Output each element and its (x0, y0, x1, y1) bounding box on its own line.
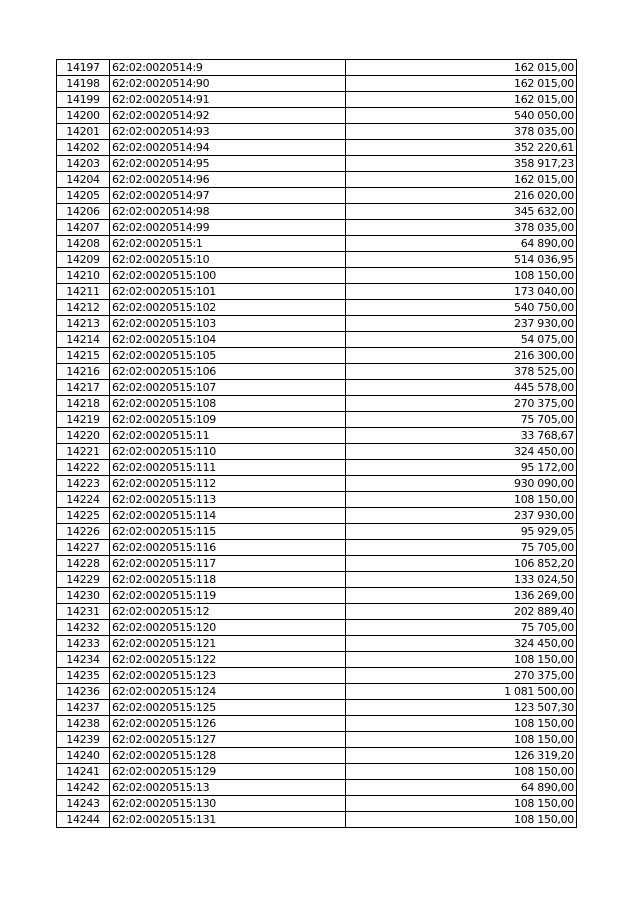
cadastral-number-cell: 62:02:0020515:125 (110, 700, 346, 716)
cadastral-value-cell: 95 172,00 (346, 460, 577, 476)
row-number-cell: 14201 (57, 124, 110, 140)
cadastral-number-cell: 62:02:0020515:102 (110, 300, 346, 316)
cadastral-number-cell: 62:02:0020514:9 (110, 60, 346, 76)
cadastral-value-cell: 108 150,00 (346, 492, 577, 508)
table-row (57, 460, 577, 476)
cadastral-value-cell: 108 150,00 (346, 732, 577, 748)
cadastral-value-cell: 324 450,00 (346, 636, 577, 652)
row-number-cell: 14244 (57, 812, 110, 828)
table-row (57, 588, 577, 604)
row-number-cell: 14235 (57, 668, 110, 684)
row-number-cell: 14236 (57, 684, 110, 700)
cadastral-value-cell: 75 705,00 (346, 540, 577, 556)
cadastral-number-cell: 62:02:0020515:1 (110, 236, 346, 252)
row-number-cell: 14210 (57, 268, 110, 284)
table-row (57, 108, 577, 124)
row-number-cell: 14215 (57, 348, 110, 364)
row-number-cell: 14204 (57, 172, 110, 188)
row-number-cell: 14227 (57, 540, 110, 556)
table-row (57, 556, 577, 572)
row-number-cell: 14225 (57, 508, 110, 524)
cadastral-number-cell: 62:02:0020514:92 (110, 108, 346, 124)
cadastral-value-cell: 75 705,00 (346, 620, 577, 636)
cadastral-number-cell: 62:02:0020514:93 (110, 124, 346, 140)
cadastral-number-cell: 62:02:0020515:120 (110, 620, 346, 636)
row-number-cell: 14222 (57, 460, 110, 476)
table-row (57, 476, 577, 492)
table-row (57, 236, 577, 252)
row-number-cell: 14223 (57, 476, 110, 492)
row-number-cell: 14218 (57, 396, 110, 412)
row-number-cell: 14238 (57, 716, 110, 732)
row-number-cell: 14206 (57, 204, 110, 220)
cadastral-number-cell: 62:02:0020514:94 (110, 140, 346, 156)
table-row (57, 540, 577, 556)
cadastral-number-cell: 62:02:0020515:100 (110, 268, 346, 284)
row-number-cell: 14230 (57, 588, 110, 604)
cadastral-number-cell: 62:02:0020515:101 (110, 284, 346, 300)
cadastral-number-cell: 62:02:0020515:117 (110, 556, 346, 572)
cadastral-number-cell: 62:02:0020515:106 (110, 364, 346, 380)
cadastral-value-cell: 95 929,05 (346, 524, 577, 540)
table-row (57, 76, 577, 92)
cadastral-value-cell: 162 015,00 (346, 172, 577, 188)
cadastral-number-cell: 62:02:0020514:91 (110, 92, 346, 108)
cadastral-value-cell: 270 375,00 (346, 396, 577, 412)
cadastral-value-cell: 123 507,30 (346, 700, 577, 716)
table-row (57, 748, 577, 764)
table-row (57, 396, 577, 412)
cadastral-number-cell: 62:02:0020515:103 (110, 316, 346, 332)
row-number-cell: 14216 (57, 364, 110, 380)
cadastral-value-cell: 54 075,00 (346, 332, 577, 348)
cadastral-value-cell: 378 035,00 (346, 124, 577, 140)
table-row (57, 156, 577, 172)
cadastral-value-cell: 108 150,00 (346, 716, 577, 732)
table-row (57, 268, 577, 284)
table-row (57, 764, 577, 780)
table-row (57, 508, 577, 524)
cadastral-value-cell: 33 768,67 (346, 428, 577, 444)
table-row (57, 348, 577, 364)
row-number-cell: 14241 (57, 764, 110, 780)
table-row (57, 172, 577, 188)
cadastral-value-cell: 108 150,00 (346, 268, 577, 284)
row-number-cell: 14239 (57, 732, 110, 748)
cadastral-value-cell: 173 040,00 (346, 284, 577, 300)
cadastral-value-cell: 216 300,00 (346, 348, 577, 364)
cadastral-value-cell: 237 930,00 (346, 316, 577, 332)
row-number-cell: 14217 (57, 380, 110, 396)
cadastral-value-cell: 136 269,00 (346, 588, 577, 604)
cadastral-value-cell: 108 150,00 (346, 812, 577, 828)
cadastral-number-cell: 62:02:0020515:121 (110, 636, 346, 652)
cadastral-number-cell: 62:02:0020515:113 (110, 492, 346, 508)
cadastral-number-cell: 62:02:0020515:131 (110, 812, 346, 828)
row-number-cell: 14208 (57, 236, 110, 252)
row-number-cell: 14213 (57, 316, 110, 332)
cadastral-number-cell: 62:02:0020515:107 (110, 380, 346, 396)
row-number-cell: 14197 (57, 60, 110, 76)
cadastral-number-cell: 62:02:0020515:112 (110, 476, 346, 492)
row-number-cell: 14231 (57, 604, 110, 620)
table-body (57, 60, 577, 828)
cadastral-number-cell: 62:02:0020515:110 (110, 444, 346, 460)
cadastral-number-cell: 62:02:0020515:11 (110, 428, 346, 444)
table-row (57, 412, 577, 428)
table-row (57, 252, 577, 268)
cadastral-value-cell: 237 930,00 (346, 508, 577, 524)
table-row (57, 652, 577, 668)
table-row (57, 204, 577, 220)
row-number-cell: 14214 (57, 332, 110, 348)
row-number-cell: 14200 (57, 108, 110, 124)
cadastral-value-cell: 162 015,00 (346, 92, 577, 108)
cadastral-value-cell: 106 852,20 (346, 556, 577, 572)
table-row (57, 220, 577, 236)
table-row (57, 300, 577, 316)
row-number-cell: 14198 (57, 76, 110, 92)
cadastral-value-cell: 75 705,00 (346, 412, 577, 428)
cadastral-value-cell: 108 150,00 (346, 652, 577, 668)
cadastral-number-cell: 62:02:0020515:10 (110, 252, 346, 268)
cadastral-number-cell: 62:02:0020514:98 (110, 204, 346, 220)
row-number-cell: 14234 (57, 652, 110, 668)
row-number-cell: 14207 (57, 220, 110, 236)
cadastral-value-cell: 162 015,00 (346, 76, 577, 92)
table-row (57, 668, 577, 684)
cadastral-number-cell: 62:02:0020515:118 (110, 572, 346, 588)
cadastral-value-cell: 162 015,00 (346, 60, 577, 76)
cadastral-value-cell: 324 450,00 (346, 444, 577, 460)
cadastral-number-cell: 62:02:0020515:111 (110, 460, 346, 476)
table-row (57, 732, 577, 748)
cadastral-value-cell: 514 036,95 (346, 252, 577, 268)
cadastral-value-cell: 445 578,00 (346, 380, 577, 396)
cadastral-number-cell: 62:02:0020514:90 (110, 76, 346, 92)
cadastral-number-cell: 62:02:0020515:105 (110, 348, 346, 364)
table-row (57, 92, 577, 108)
cadastral-number-cell: 62:02:0020515:13 (110, 780, 346, 796)
table-row (57, 140, 577, 156)
table-row (57, 700, 577, 716)
row-number-cell: 14221 (57, 444, 110, 460)
cadastral-number-cell: 62:02:0020515:108 (110, 396, 346, 412)
cadastral-value-cell: 64 890,00 (346, 236, 577, 252)
cadastral-number-cell: 62:02:0020515:116 (110, 540, 346, 556)
row-number-cell: 14202 (57, 140, 110, 156)
row-number-cell: 14205 (57, 188, 110, 204)
cadastral-number-cell: 62:02:0020515:12 (110, 604, 346, 620)
cadastral-value-cell: 108 150,00 (346, 796, 577, 812)
cadastral-value-cell: 378 035,00 (346, 220, 577, 236)
cadastral-value-cell: 540 750,00 (346, 300, 577, 316)
table-row (57, 572, 577, 588)
cadastral-value-cell: 540 050,00 (346, 108, 577, 124)
cadastral-value-cell: 64 890,00 (346, 780, 577, 796)
cadastral-value-cell: 352 220,61 (346, 140, 577, 156)
cadastral-value-cell: 378 525,00 (346, 364, 577, 380)
cadastral-value-cell: 126 319,20 (346, 748, 577, 764)
row-number-cell: 14226 (57, 524, 110, 540)
row-number-cell: 14233 (57, 636, 110, 652)
table-row (57, 620, 577, 636)
row-number-cell: 14240 (57, 748, 110, 764)
cadastral-number-cell: 62:02:0020515:127 (110, 732, 346, 748)
table-row (57, 188, 577, 204)
table-row (57, 780, 577, 796)
cadastral-number-cell: 62:02:0020515:115 (110, 524, 346, 540)
cadastral-value-cell: 1 081 500,00 (346, 684, 577, 700)
row-number-cell: 14232 (57, 620, 110, 636)
row-number-cell: 14228 (57, 556, 110, 572)
table-row (57, 380, 577, 396)
cadastral-number-cell: 62:02:0020514:99 (110, 220, 346, 236)
row-number-cell: 14224 (57, 492, 110, 508)
table-row (57, 604, 577, 620)
row-number-cell: 14220 (57, 428, 110, 444)
cadastral-number-cell: 62:02:0020514:96 (110, 172, 346, 188)
row-number-cell: 14203 (57, 156, 110, 172)
row-number-cell: 14242 (57, 780, 110, 796)
cadastral-value-cell: 345 632,00 (346, 204, 577, 220)
table-row (57, 492, 577, 508)
cadastral-number-cell: 62:02:0020515:124 (110, 684, 346, 700)
row-number-cell: 14199 (57, 92, 110, 108)
table-row (57, 636, 577, 652)
cadastral-number-cell: 62:02:0020515:130 (110, 796, 346, 812)
cadastral-value-cell: 270 375,00 (346, 668, 577, 684)
cadastral-number-cell: 62:02:0020515:104 (110, 332, 346, 348)
cadastral-number-cell: 62:02:0020515:122 (110, 652, 346, 668)
cadastral-value-cell: 133 024,50 (346, 572, 577, 588)
cadastral-number-cell: 62:02:0020515:109 (110, 412, 346, 428)
cadastral-number-cell: 62:02:0020514:97 (110, 188, 346, 204)
table-row (57, 812, 577, 828)
table-row (57, 60, 577, 76)
cadastral-number-cell: 62:02:0020515:119 (110, 588, 346, 604)
row-number-cell: 14209 (57, 252, 110, 268)
cadastral-value-cell: 930 090,00 (346, 476, 577, 492)
table-row (57, 124, 577, 140)
cadastral-number-cell: 62:02:0020515:123 (110, 668, 346, 684)
cadastral-value-cell: 202 889,40 (346, 604, 577, 620)
row-number-cell: 14219 (57, 412, 110, 428)
cadastral-value-cell: 216 020,00 (346, 188, 577, 204)
cadastral-number-cell: 62:02:0020515:128 (110, 748, 346, 764)
table-row (57, 796, 577, 812)
table-row (57, 444, 577, 460)
cadastral-value-table (56, 59, 577, 828)
table-row (57, 332, 577, 348)
table-row (57, 428, 577, 444)
cadastral-value-cell: 358 917,23 (346, 156, 577, 172)
table-row (57, 684, 577, 700)
row-number-cell: 14212 (57, 300, 110, 316)
table-row (57, 716, 577, 732)
table-row (57, 524, 577, 540)
cadastral-number-cell: 62:02:0020515:114 (110, 508, 346, 524)
cadastral-number-cell: 62:02:0020514:95 (110, 156, 346, 172)
cadastral-value-cell: 108 150,00 (346, 764, 577, 780)
row-number-cell: 14243 (57, 796, 110, 812)
cadastral-number-cell: 62:02:0020515:129 (110, 764, 346, 780)
cadastral-number-cell: 62:02:0020515:126 (110, 716, 346, 732)
table-row (57, 284, 577, 300)
table-row (57, 316, 577, 332)
row-number-cell: 14237 (57, 700, 110, 716)
row-number-cell: 14229 (57, 572, 110, 588)
row-number-cell: 14211 (57, 284, 110, 300)
table-row (57, 364, 577, 380)
